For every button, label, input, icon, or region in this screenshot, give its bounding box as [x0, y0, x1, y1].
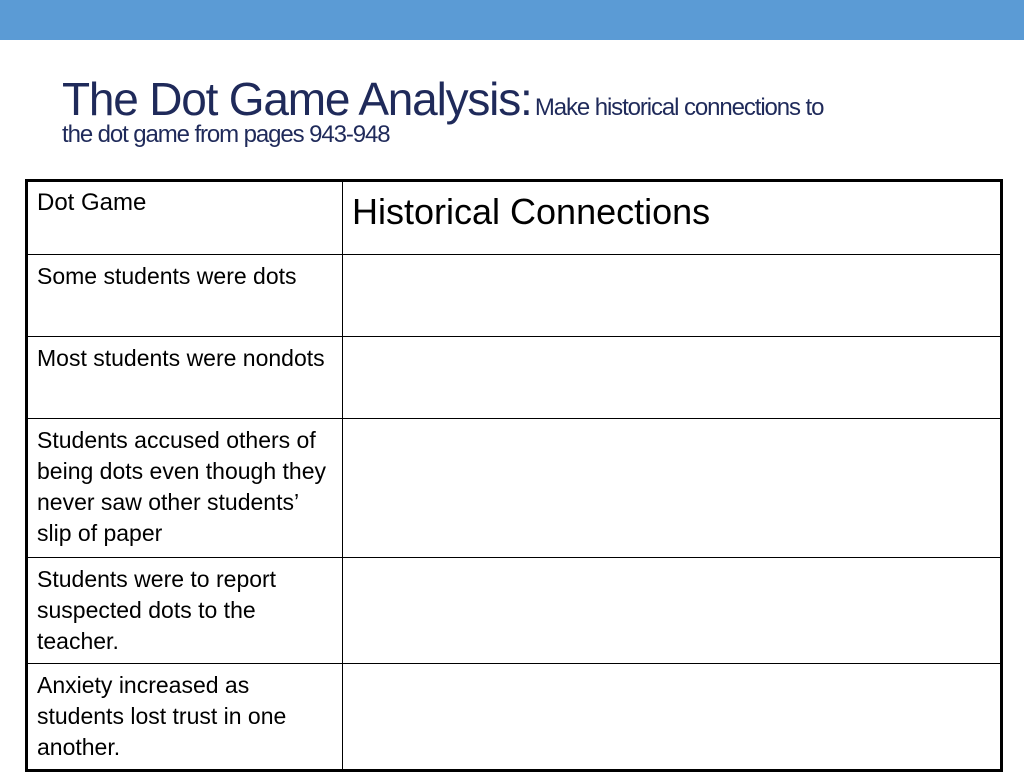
dot-game-cell: Some students were dots: [27, 255, 343, 337]
table-row: [27, 419, 1002, 558]
dot-game-cell: Students accused others of being dots even though they never saw other students’ slip of paper: [27, 419, 343, 558]
title-subtitle-line1: Make historical connections to: [534, 94, 824, 121]
title-subtitle-line2: the dot game from pages 943-948: [62, 121, 390, 148]
dot-game-cell: Students were to report suspected dots to the teacher.: [27, 558, 343, 664]
table-header-row: [27, 181, 1002, 255]
table-row: [27, 255, 1002, 337]
table-row: [27, 337, 1002, 419]
title-main: The Dot Game Analysis:: [62, 73, 532, 125]
historical-connection-cell[interactable]: [343, 664, 1002, 771]
header-dot-game: Dot Game: [27, 181, 343, 255]
top-accent-bar: [0, 0, 1024, 40]
header-historical-connections: Historical Connections: [343, 181, 1002, 255]
dot-game-cell: Most students were nondots: [27, 337, 343, 419]
historical-connection-cell[interactable]: [343, 337, 1002, 419]
analysis-table: [25, 179, 1003, 772]
historical-connection-cell[interactable]: [343, 558, 1002, 664]
historical-connection-cell[interactable]: [343, 419, 1002, 558]
table-row: [27, 558, 1002, 664]
slide-title: [62, 70, 962, 154]
table-row: [27, 664, 1002, 771]
historical-connection-cell[interactable]: [343, 255, 1002, 337]
dot-game-cell: Anxiety increased as students lost trust in one another.: [27, 664, 343, 771]
